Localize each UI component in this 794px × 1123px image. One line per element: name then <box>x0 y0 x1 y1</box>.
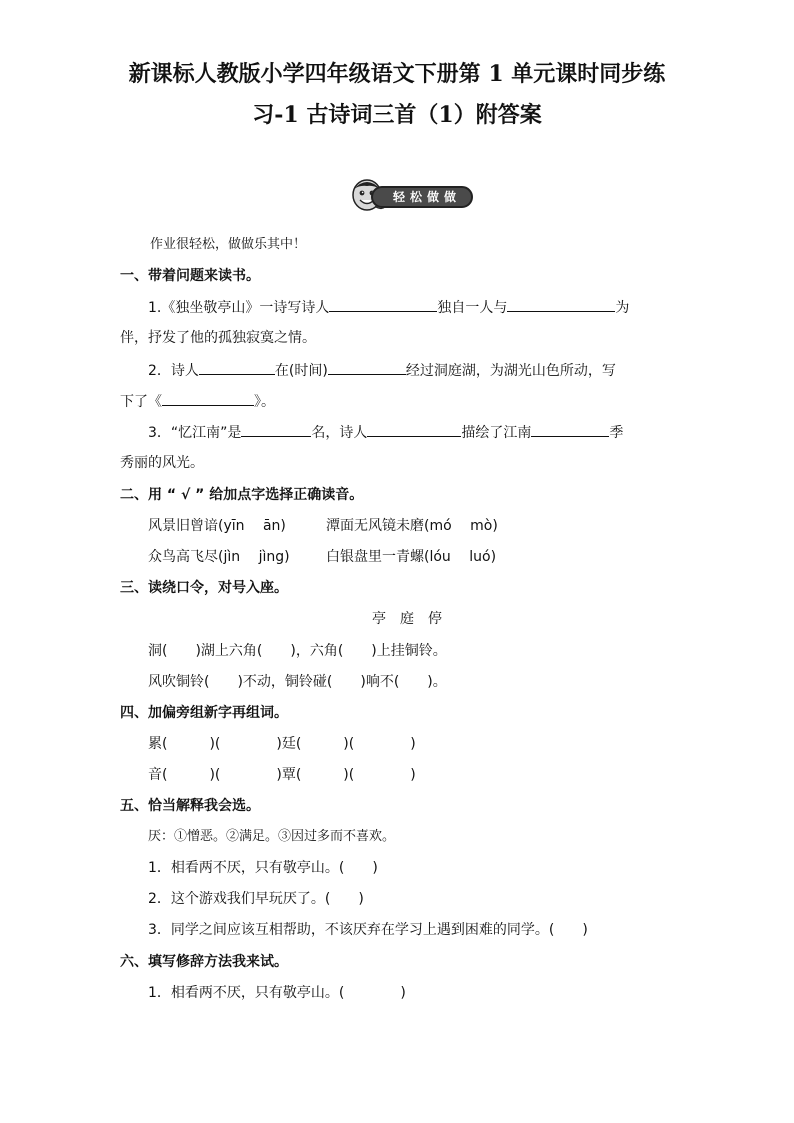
section-1-heading: 一、带着问题来读书。 <box>120 268 260 284</box>
answer-blank[interactable] <box>328 360 406 375</box>
section-2-heading: 二、用 “ √ ” 给加点字选择正确读音。 <box>120 487 364 503</box>
document-title-line-1: 新课标人教版小学四年级语文下册第 1 单元课时同步练 <box>128 61 666 87</box>
answer-blank[interactable] <box>162 391 254 406</box>
question-1-3-cont: 秀丽的风光。 <box>120 455 204 471</box>
definition-text: 厌：①憎恶。②满足。③因过多而不喜欢。 <box>148 829 396 844</box>
q1-2-text-d: 下了《 <box>120 394 162 410</box>
q1-3-text-a: 3．“忆江南”是 <box>148 425 242 441</box>
radical-row-1: 累( )( )廷( )( ) <box>148 736 416 752</box>
question-1-3 <box>148 422 708 443</box>
q1-2-text-b: 在(时间) <box>274 363 328 379</box>
easy-practice-badge <box>349 177 475 213</box>
pinyin-item[interactable]: 白银盘里一青螺(lóu luó) <box>326 549 497 565</box>
answer-blank[interactable] <box>329 297 437 312</box>
q1-1-text-a: 1.《独坐敬亭山》一诗写诗人 <box>148 300 330 316</box>
pinyin-item[interactable]: 潭面无风镜未磨(mó mò) <box>326 518 498 534</box>
badge-label: 轻松做做 <box>392 190 461 204</box>
section-4-heading: 四、加偏旁组新字再组词。 <box>120 705 288 721</box>
question-6-1: 1．相看两不厌，只有敬亭山。( ) <box>148 985 406 1001</box>
question-5-1: 1．相看两不厌，只有敬亭山。( ) <box>148 860 378 876</box>
q1-3-text-c: 描绘了江南 <box>461 425 532 441</box>
question-1-2-cont <box>120 391 680 412</box>
tongue-twister-line-2: 风吹铜铃( )不动，铜铃碰( )响不( )。 <box>148 674 447 690</box>
tongue-twister-line-1: 洞( )湖上六角( )，六角( )上挂铜铃。 <box>148 643 447 659</box>
badge-pill <box>371 186 473 208</box>
q1-1-text-c: 为 <box>615 300 630 316</box>
answer-blank[interactable] <box>507 297 615 312</box>
q1-2-text-c: 经过洞庭湖，为湖光山色所动，写 <box>405 363 616 379</box>
pinyin-item[interactable]: 风景旧曾谙(yīn ān) <box>148 518 286 534</box>
word-choices: 亭 庭 停 <box>372 611 442 627</box>
question-1-1-cont: 伴，抒发了他的孤独寂寞之情。 <box>120 330 316 346</box>
answer-blank[interactable] <box>531 422 609 437</box>
q1-2-text-e: 》。 <box>254 394 275 410</box>
question-1-2 <box>148 360 708 381</box>
pinyin-row-2 <box>148 547 708 567</box>
pinyin-row-1 <box>148 516 708 536</box>
q1-1-text-b: 独自一人与 <box>437 300 508 316</box>
pinyin-item[interactable]: 众鸟高飞尽(jìn jìng) <box>148 549 290 565</box>
q1-2-text-a: 2．诗人 <box>148 363 199 379</box>
answer-blank[interactable] <box>199 360 275 375</box>
document-title-line-2: 习-1 古诗词三首（1）附答案 <box>252 102 542 128</box>
section-3-heading: 三、读绕口令，对号入座。 <box>120 580 288 596</box>
answer-blank[interactable] <box>241 422 311 437</box>
section-6-heading: 六、填写修辞方法我来试。 <box>120 954 288 970</box>
question-1-1 <box>148 297 708 318</box>
q1-3-text-b: 名，诗人 <box>311 425 368 441</box>
question-5-3: 3．同学之间应该互相帮助，不该厌弃在学习上遇到困难的同学。( ) <box>148 922 588 938</box>
question-5-2: 2．这个游戏我们早玩厌了。( ) <box>148 891 364 907</box>
q1-3-text-d: 季 <box>609 425 624 441</box>
radical-row-2: 音( )( )覃( )( ) <box>148 767 416 783</box>
section-5-heading: 五、恰当解释我会选。 <box>120 798 260 814</box>
intro-text: 作业很轻松，做做乐其中！ <box>150 237 307 252</box>
answer-blank[interactable] <box>367 422 461 437</box>
